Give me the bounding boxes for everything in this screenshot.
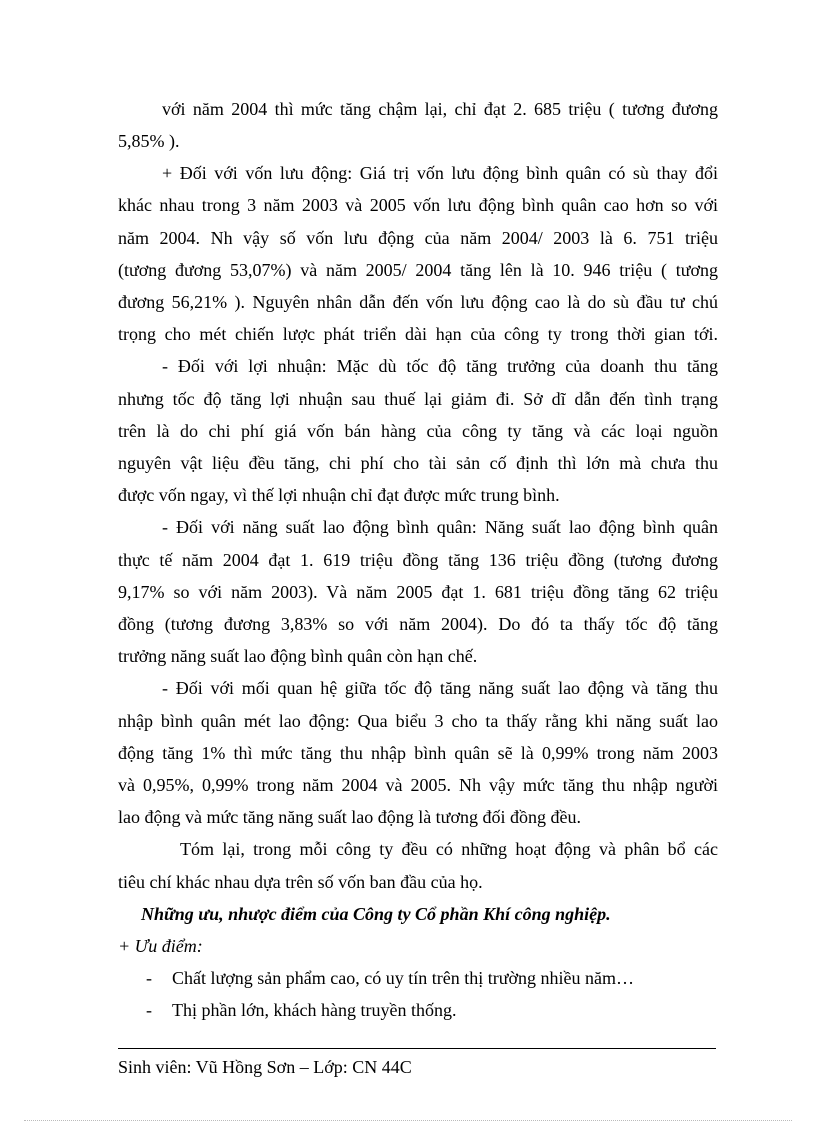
paragraph-line: khác nhau trong 3 năm 2003 và 2005 vốn lưu động bình quân cao hơn so với xyxy=(118,195,718,215)
paragraph-line: động tăng 1% thì mức tăng thu nhập bình quân sẽ là 0,99% trong năm 2003 xyxy=(118,743,718,763)
paragraph-line: nguyên vật liệu đều tăng, chi phí cho tài sản cố định thì lớn mà chưa thu xyxy=(118,453,718,473)
paragraph-line: (tương đương 53,07%) và năm 2005/ 2004 tăng lên là 10. 946 triệu ( tương xyxy=(118,260,718,280)
paragraph-line: 9,17% so với năm 2003). Và năm 2005 đạt 1. 681 triệu đồng tăng 62 triệu xyxy=(118,582,718,602)
paragraph-line: trưởng năng suất lao động bình quân còn hạn chế. xyxy=(118,646,478,666)
paragraph-line: trọng cho mét chiến lược phát triển dài hạn của công ty trong thời gian tới. xyxy=(118,324,718,344)
paragraph-line: thực tế năm 2004 đạt 1. 619 triệu đồng tăng 136 triệu đồng (tương đương xyxy=(118,550,718,570)
bullet-marker: - xyxy=(146,1000,152,1020)
paragraph-line: và 0,95%, 0,99% trong năm 2004 và 2005. Nh vậy mức tăng thu nhập người xyxy=(118,775,718,795)
paragraph-line: - Đối với lợi nhuận: Mặc dù tốc độ tăng trưởng của doanh thu tăng xyxy=(162,356,718,376)
bullet-item: Chất lượng sản phẩm cao, có uy tín trên thị trường nhiều năm… xyxy=(172,968,634,988)
paragraph-line: đồng (tương đương 3,83% so với năm 2004). Do đó ta thấy tốc độ tăng xyxy=(118,614,718,634)
paragraph-line: được vốn ngay, vì thế lợi nhuận chỉ đạt được mức trung bình. xyxy=(118,485,560,505)
paragraph-line: Tóm lại, trong mỗi công ty đều có những hoạt động và phân bổ các xyxy=(180,839,718,859)
paragraph-line: nhập bình quân mét lao động: Qua biểu 3 cho ta thấy rằng khi năng suất lao xyxy=(118,711,718,731)
footer-divider xyxy=(118,1048,716,1049)
paragraph-line: với năm 2004 thì mức tăng chậm lại, chỉ đạt 2. 685 triệu ( tương đương xyxy=(162,99,718,119)
paragraph-line: đương 56,21% ). Nguyên nhân dẫn đến vốn lưu động cao là do sù đầu tư chú xyxy=(118,292,718,312)
paragraph-line: trên là do chi phí giá vốn bán hàng của công ty tăng và các loại nguồn xyxy=(118,421,718,441)
bullet-item: Thị phần lớn, khách hàng truyền thống. xyxy=(172,1000,457,1020)
paragraph-line: + Đối với vốn lưu động: Giá trị vốn lưu động bình quân có sù thay đổi xyxy=(162,163,718,183)
paragraph-line: - Đối với mối quan hệ giữa tốc độ tăng năng suất lao động và tăng thu xyxy=(162,678,718,698)
paragraph-line: năm 2004. Nh vậy số vốn lưu động của năm 2004/ 2003 là 6. 751 triệu xyxy=(118,228,718,248)
bullet-marker: - xyxy=(146,968,152,988)
paragraph-line: tiêu chí khác nhau dựa trên số vốn ban đầu của họ. xyxy=(118,872,483,892)
section-heading: Những ưu, nhược điểm của Công ty Cổ phần Khí công nghiệp. xyxy=(141,904,611,924)
page-bottom-border xyxy=(24,1120,792,1121)
page-footer: Sinh viên: Vũ Hồng Sơn – Lớp: CN 44C xyxy=(118,1057,412,1077)
subheading: + Ưu điểm: xyxy=(118,936,203,956)
paragraph-line: nhưng tốc độ tăng lợi nhuận sau thuế lại giảm đi. Sở dĩ dẫn đến tình trạng xyxy=(118,389,718,409)
paragraph-line: 5,85% ). xyxy=(118,131,180,151)
paragraph-line: - Đối với năng suất lao động bình quân: Năng suất lao động bình quân xyxy=(162,517,718,537)
paragraph-line: lao động và mức tăng năng suất lao động là tương đối đồng đều. xyxy=(118,807,581,827)
